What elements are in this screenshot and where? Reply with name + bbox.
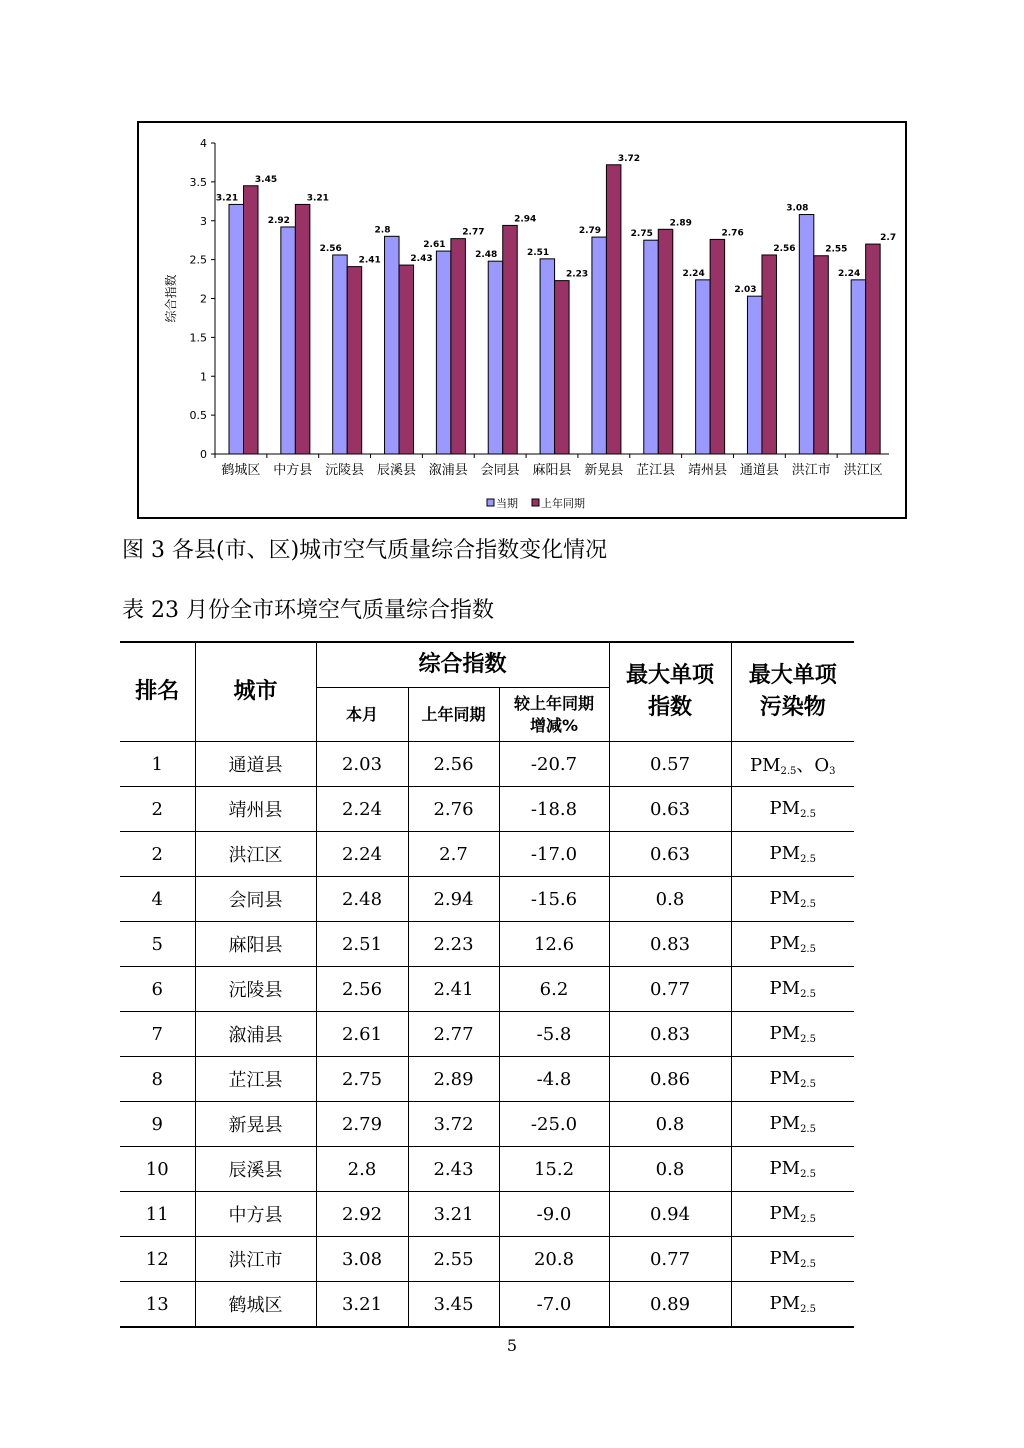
bar-value-label: 2.55 (825, 244, 848, 255)
cell-change: 15.2 (499, 1147, 609, 1192)
pollutant-subscript: 2.5 (800, 1079, 816, 1090)
table-row (120, 1102, 854, 1147)
bar-last-year (658, 229, 673, 454)
bar-current (851, 280, 866, 454)
bar-value-label: 2.92 (267, 215, 290, 226)
bar-last-year (451, 239, 466, 454)
bar-last-year (555, 281, 570, 454)
cell-pollutant (731, 1057, 854, 1102)
cell-max-index: 0.83 (609, 1012, 731, 1057)
pollutant-name: PM (769, 1023, 801, 1044)
bar-current (385, 236, 400, 454)
cell-last-year: 2.43 (408, 1147, 499, 1192)
cell-city: 中方县 (195, 1192, 316, 1237)
bar-value-label: 2.56 (773, 243, 796, 254)
x-category-label: 靖州县 (688, 463, 728, 478)
cell-this-month: 2.24 (316, 832, 408, 877)
cell-max-index: 0.86 (609, 1057, 731, 1102)
cell-pollutant (731, 967, 854, 1012)
cell-pollutant (731, 1147, 854, 1192)
bar-current (696, 280, 711, 454)
bar-current (747, 296, 762, 454)
cell-max-index: 0.8 (609, 1147, 731, 1192)
table-row (120, 1192, 854, 1237)
table-row (120, 877, 854, 922)
pollutant-name: PM (769, 933, 801, 954)
pollutant-subscript: 2.5 (780, 766, 797, 777)
cell-last-year: 3.21 (408, 1192, 499, 1237)
y-axis-label: 综合指数 (164, 274, 178, 323)
table-row (120, 1237, 854, 1282)
bar-last-year (606, 165, 621, 454)
cell-city: 会同县 (195, 877, 316, 922)
pollutant-subscript: 2.5 (800, 1124, 816, 1135)
cell-last-year: 2.89 (408, 1057, 499, 1102)
cell-pollutant (731, 832, 854, 877)
x-category-label: 洪江市 (791, 463, 831, 478)
table-row (120, 922, 854, 967)
pollutant-name: PM (769, 843, 801, 864)
bar-value-label: 2.24 (838, 268, 861, 279)
bar-value-label: 2.51 (526, 247, 550, 258)
y-tick-label: 1 (200, 370, 207, 384)
pollutant-subscript: 2.5 (800, 1214, 816, 1225)
header-city: 城市 (195, 642, 316, 742)
y-tick-label: 0 (200, 448, 207, 461)
bar-value-label: 3.21 (306, 193, 329, 204)
pollutant-name: PM (769, 1113, 801, 1134)
bar-last-year (399, 265, 414, 454)
legend-swatch (487, 499, 494, 506)
cell-change: 6.2 (499, 967, 609, 1012)
air-quality-table (120, 641, 854, 1328)
bar-current (281, 227, 296, 454)
cell-change: -15.6 (499, 877, 609, 922)
x-category-label: 新晃县 (584, 463, 624, 478)
bar-last-year (710, 239, 725, 454)
bar-last-year (295, 204, 310, 454)
cell-pollutant (731, 742, 854, 787)
cell-pollutant (731, 877, 854, 922)
cell-last-year: 3.45 (408, 1282, 499, 1328)
bar-last-year (244, 186, 259, 454)
cell-city: 靖州县 (195, 787, 316, 832)
pollutant-subscript: 2.5 (800, 944, 816, 955)
bar-value-label: 2.56 (319, 243, 342, 254)
header-rank: 排名 (120, 642, 195, 742)
bar-current (333, 255, 348, 454)
cell-change: 12.6 (499, 922, 609, 967)
pollutant-subscript: 2.5 (800, 989, 816, 1000)
pollutant-name: PM (769, 798, 801, 819)
cell-max-index: 0.77 (609, 1237, 731, 1282)
cell-rank: 10 (120, 1147, 195, 1192)
bar-value-label: 2.8 (374, 225, 391, 236)
cell-change: -9.0 (499, 1192, 609, 1237)
bar-last-year (503, 225, 518, 454)
pollutant-subscript: 2.5 (800, 1169, 816, 1180)
pollutant-extra: 、O (796, 755, 830, 776)
pollutant-name: PM (769, 978, 801, 999)
x-category-label: 麻阳县 (532, 463, 572, 478)
cell-this-month: 2.75 (316, 1057, 408, 1102)
cell-this-month: 2.92 (316, 1192, 408, 1237)
x-category-label: 会同县 (480, 463, 520, 478)
cell-city: 沅陵县 (195, 967, 316, 1012)
pollutant-subscript: 2.5 (800, 1034, 816, 1045)
table-row (120, 967, 854, 1012)
bar-value-label: 2.79 (578, 226, 602, 237)
bar-value-label: 3.08 (786, 203, 809, 214)
header-this-month: 本月 (316, 688, 408, 742)
table-row (120, 787, 854, 832)
bar-value-label: 2.7 (880, 233, 897, 244)
cell-max-index: 0.77 (609, 967, 731, 1012)
cell-max-index: 0.63 (609, 832, 731, 877)
cell-this-month: 2.51 (316, 922, 408, 967)
x-category-label: 溆浦县 (428, 463, 468, 478)
cell-rank: 8 (120, 1057, 195, 1102)
cell-change: -17.0 (499, 832, 609, 877)
legend-swatch (532, 499, 539, 506)
bar-last-year (814, 256, 829, 454)
legend-label: 上年同期 (541, 497, 585, 510)
bar-value-label: 2.61 (423, 240, 446, 251)
bar-value-label: 2.48 (475, 250, 498, 261)
cell-rank: 4 (120, 877, 195, 922)
cell-rank: 9 (120, 1102, 195, 1147)
cell-this-month: 3.08 (316, 1237, 408, 1282)
figure-caption: 图 3 各县(市、区)城市空气质量综合指数变化情况 (122, 538, 608, 563)
x-category-label: 鹤城区 (221, 463, 261, 478)
cell-last-year: 2.77 (408, 1012, 499, 1057)
cell-max-index: 0.8 (609, 877, 731, 922)
bar-value-label: 2.89 (669, 218, 692, 229)
x-category-label: 中方县 (273, 463, 313, 478)
cell-city: 通道县 (195, 742, 316, 787)
cell-last-year: 2.56 (408, 742, 499, 787)
bar-value-label: 2.24 (682, 268, 705, 279)
pollutant-name: PM (769, 1068, 801, 1089)
pollutant-subscript: 2.5 (800, 899, 816, 910)
pollutant-subscript: 2.5 (800, 809, 816, 820)
cell-last-year: 2.7 (408, 832, 499, 877)
bar-value-label: 2.77 (462, 227, 485, 238)
y-tick-label: 3.5 (189, 175, 207, 189)
table-row (120, 832, 854, 877)
cell-this-month: 2.79 (316, 1102, 408, 1147)
bar-value-label: 2.43 (410, 254, 433, 265)
cell-pollutant (731, 787, 854, 832)
cell-rank: 1 (120, 742, 195, 787)
header-change: 较上年同期 增减% (499, 688, 609, 742)
bar-value-label: 3.45 (254, 174, 278, 185)
bar-value-label: 3.21 (215, 193, 239, 204)
cell-this-month: 2.24 (316, 787, 408, 832)
pollutant-name: PM (769, 1203, 801, 1224)
table-caption: 表 23 月份全市环境空气质量综合指数 (122, 598, 494, 623)
page-number: 5 (506, 1336, 518, 1355)
cell-change: -18.8 (499, 787, 609, 832)
cell-change: -25.0 (499, 1102, 609, 1147)
cell-last-year: 2.41 (408, 967, 499, 1012)
cell-change: -5.8 (499, 1012, 609, 1057)
cell-max-index: 0.94 (609, 1192, 731, 1237)
y-tick-label: 2 (200, 292, 207, 306)
bar-current (488, 261, 503, 454)
cell-change: -7.0 (499, 1282, 609, 1328)
cell-last-year: 2.23 (408, 922, 499, 967)
cell-last-year: 2.76 (408, 787, 499, 832)
bar-value-label: 2.23 (565, 269, 589, 280)
cell-this-month: 3.21 (316, 1282, 408, 1328)
bar-current (229, 204, 244, 454)
cell-this-month: 2.8 (316, 1147, 408, 1192)
cell-city: 麻阳县 (195, 922, 316, 967)
pollutant-name: PM (769, 1248, 801, 1269)
cell-rank: 12 (120, 1237, 195, 1282)
cell-city: 辰溪县 (195, 1147, 316, 1192)
x-category-label: 沅陵县 (325, 463, 365, 478)
table-row (120, 1147, 854, 1192)
cell-max-index: 0.57 (609, 742, 731, 787)
header-max-pollutant: 最大单项 污染物 (731, 642, 854, 742)
bar-last-year (347, 267, 362, 454)
y-tick-label: 0.5 (189, 409, 207, 423)
cell-pollutant (731, 1012, 854, 1057)
bar-value-label: 2.03 (734, 285, 757, 296)
cell-city: 洪江区 (195, 832, 316, 877)
cell-city: 溆浦县 (195, 1012, 316, 1057)
pollutant-name: PM (749, 755, 781, 776)
cell-this-month: 2.48 (316, 877, 408, 922)
x-category-label: 通道县 (739, 463, 779, 478)
cell-max-index: 0.83 (609, 922, 731, 967)
table-row (120, 742, 854, 787)
cell-max-index: 0.8 (609, 1102, 731, 1147)
pollutant-subscript: 2.5 (800, 854, 816, 865)
cell-this-month: 2.56 (316, 967, 408, 1012)
bar-current (799, 215, 814, 454)
cell-pollutant (731, 1282, 854, 1328)
cell-max-index: 0.63 (609, 787, 731, 832)
cell-this-month: 2.61 (316, 1012, 408, 1057)
bar-current (644, 240, 659, 454)
table-row (120, 1012, 854, 1057)
cell-this-month: 2.03 (316, 742, 408, 787)
cell-last-year: 2.55 (408, 1237, 499, 1282)
cell-city: 芷江县 (195, 1057, 316, 1102)
cell-rank: 13 (120, 1282, 195, 1328)
table-row (120, 1282, 854, 1328)
cell-change: 20.8 (499, 1237, 609, 1282)
cell-rank: 11 (120, 1192, 195, 1237)
y-tick-label: 1.5 (189, 331, 207, 345)
cell-max-index: 0.89 (609, 1282, 731, 1328)
cell-rank: 6 (120, 967, 195, 1012)
y-tick-label: 2.5 (189, 253, 207, 267)
chart-frame (137, 121, 907, 519)
bar-current (592, 237, 607, 454)
x-category-label: 芷江县 (636, 463, 676, 478)
bar-last-year (762, 255, 777, 454)
cell-pollutant (731, 1102, 854, 1147)
cell-pollutant (731, 922, 854, 967)
bar-value-label: 2.41 (358, 255, 381, 266)
cell-rank: 2 (120, 787, 195, 832)
cell-rank: 5 (120, 922, 195, 967)
cell-change: -20.7 (499, 742, 609, 787)
cell-rank: 7 (120, 1012, 195, 1057)
cell-rank: 2 (120, 832, 195, 877)
pollutant-name: PM (769, 888, 801, 909)
bar-value-label: 2.75 (630, 229, 653, 240)
cell-change: -4.8 (499, 1057, 609, 1102)
x-category-label: 洪江区 (843, 463, 883, 478)
cell-last-year: 2.94 (408, 877, 499, 922)
bar-value-label: 2.94 (514, 214, 537, 225)
cell-pollutant (731, 1192, 854, 1237)
y-tick-label: 3 (200, 214, 207, 228)
table-row (120, 1057, 854, 1102)
bar-last-year (866, 244, 881, 454)
bar-value-label: 2.76 (721, 228, 744, 239)
x-category-label: 辰溪县 (376, 463, 416, 478)
y-tick-label: 4 (200, 137, 207, 150)
bar-current (540, 259, 555, 454)
legend-label: 当期 (496, 497, 518, 510)
pollutant-extra-subscript: 3 (829, 766, 836, 777)
cell-pollutant (731, 1237, 854, 1282)
cell-city: 鹤城区 (195, 1282, 316, 1328)
bar-chart (139, 123, 905, 517)
header-last-year: 上年同期 (408, 688, 499, 742)
cell-city: 洪江市 (195, 1237, 316, 1282)
pollutant-name: PM (769, 1158, 801, 1179)
pollutant-name: PM (769, 1293, 801, 1314)
bar-value-label: 3.72 (617, 153, 641, 164)
bar-current (436, 251, 451, 454)
pollutant-subscript: 2.5 (800, 1304, 816, 1315)
header-max-index: 最大单项 指数 (609, 642, 731, 742)
cell-last-year: 3.72 (408, 1102, 499, 1147)
cell-city: 新晃县 (195, 1102, 316, 1147)
header-index-group: 综合指数 (316, 642, 609, 688)
pollutant-subscript: 2.5 (800, 1259, 816, 1270)
